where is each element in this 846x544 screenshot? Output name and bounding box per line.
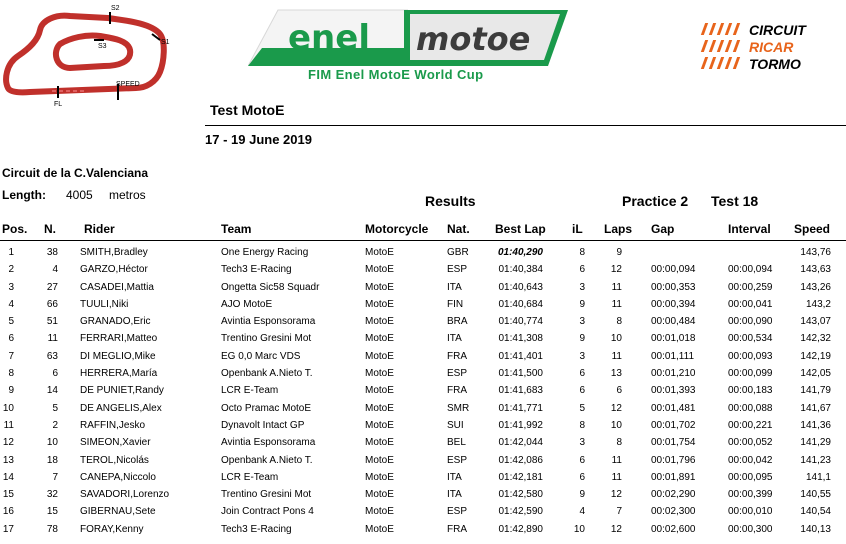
table-row — [0, 435, 846, 452]
cell-best: 01:41,683 — [498, 385, 543, 397]
cell-pos: 15 — [2, 489, 14, 501]
cell-moto: MotoE — [365, 437, 394, 449]
cell-team: Trentino Gresini Mot — [221, 333, 312, 345]
cell-il: 3 — [579, 281, 585, 293]
cell-nat: ESP — [447, 506, 468, 518]
cell-nat: SMR — [447, 402, 470, 414]
cell-team: One Energy Racing — [221, 247, 309, 258]
cell-best: 01:41,401 — [498, 350, 543, 362]
cell-best: 01:41,992 — [498, 419, 543, 431]
cell-num: 66 — [46, 298, 58, 310]
cell-laps: 10 — [610, 333, 622, 345]
cell-il: 3 — [579, 316, 585, 328]
cell-il: 6 — [579, 454, 585, 466]
cell-rider: HERRERA,María — [80, 368, 158, 380]
cell-interval: 00:00,095 — [728, 471, 773, 483]
track-map-icon — [0, 0, 180, 112]
test-number: Test 18 — [711, 193, 759, 209]
circuit-logo-line-1: CIRCUIT — [749, 22, 806, 38]
cell-num: 27 — [46, 281, 58, 293]
cell-pos: 1 — [8, 247, 14, 258]
cell-il: 6 — [579, 264, 585, 276]
cell-pos: 2 — [8, 264, 14, 276]
cell-gap: 00:01,393 — [651, 385, 696, 397]
cell-num: 4 — [52, 264, 58, 276]
cell-best: 01:40,684 — [498, 298, 543, 310]
cell-nat: GBR — [447, 247, 469, 258]
cell-speed: 140,13 — [800, 523, 831, 535]
cell-rider: TEROL,Nicolás — [80, 454, 149, 466]
cell-rider: TUULI,Niki — [80, 298, 129, 310]
col-laps: Laps — [604, 222, 633, 236]
cell-moto: MotoE — [365, 298, 394, 310]
cell-rider: RAFFIN,Jesko — [80, 419, 146, 431]
cell-best: 01:42,890 — [498, 523, 543, 535]
cell-speed: 143,26 — [800, 281, 831, 293]
cell-num: 15 — [46, 506, 58, 518]
length-label: Length: — [2, 188, 46, 202]
cell-nat: BEL — [447, 437, 466, 449]
cell-speed: 143,76 — [800, 247, 831, 258]
cell-speed: 141,29 — [800, 437, 831, 449]
cell-laps: 7 — [616, 506, 622, 518]
cell-nat: ITA — [447, 281, 462, 293]
cell-moto: MotoE — [365, 385, 394, 397]
cell-moto: MotoE — [365, 316, 394, 328]
cell-team: Tech3 E-Racing — [221, 264, 292, 276]
cell-il: 9 — [579, 489, 585, 501]
cell-moto: MotoE — [365, 264, 394, 276]
cell-rider: GARZO,Héctor — [80, 264, 148, 276]
track-label-s3: S3 — [98, 43, 107, 50]
table-row — [0, 262, 846, 279]
cell-laps: 12 — [610, 402, 622, 414]
cell-speed: 141,67 — [800, 402, 831, 414]
cell-il: 9 — [579, 298, 585, 310]
table-row — [0, 280, 846, 297]
cell-laps: 6 — [616, 385, 622, 397]
event-title: Test MotoE — [210, 102, 285, 118]
cell-speed: 143,63 — [800, 264, 831, 276]
cell-laps: 11 — [611, 281, 622, 293]
track-label-fl: FL — [54, 101, 63, 108]
table-row — [0, 522, 846, 539]
cell-best: 01:42,044 — [498, 437, 543, 449]
cell-rider: DI MEGLIO,Mike — [80, 350, 156, 362]
cell-best: 01:42,086 — [498, 454, 543, 466]
cell-il: 6 — [579, 368, 585, 380]
cell-gap: 00:01,481 — [651, 402, 696, 414]
cell-speed: 141,79 — [800, 385, 831, 397]
cell-team: AJO MotoE — [221, 298, 273, 310]
cell-num: 7 — [52, 471, 58, 483]
cell-interval: 00:00,052 — [728, 437, 773, 449]
cell-best: 01:40,643 — [498, 281, 543, 293]
cell-nat: FIN — [447, 298, 464, 310]
cell-team: Avintia Esponsorama — [221, 437, 316, 449]
cell-nat: ESP — [447, 454, 468, 466]
cell-num: 18 — [46, 454, 58, 466]
cell-team: Trentino Gresini Mot — [221, 489, 312, 501]
cell-speed: 141,36 — [800, 419, 831, 431]
cell-gap: 00:02,600 — [651, 523, 696, 535]
cell-moto: MotoE — [365, 402, 394, 414]
cell-interval: 00:00,042 — [728, 454, 773, 466]
cell-nat: ESP — [447, 368, 468, 380]
cell-pos: 5 — [8, 316, 14, 328]
cell-pos: 17 — [2, 523, 14, 535]
cell-rider: CANEPA,Niccolo — [80, 471, 156, 483]
cell-gap: 00:00,353 — [651, 281, 696, 293]
cell-nat: FRA — [447, 385, 467, 397]
table-row — [0, 366, 846, 383]
col-speed: Speed — [794, 222, 831, 236]
cell-pos: 6 — [8, 333, 14, 345]
cell-gap: 00:01,111 — [651, 350, 695, 362]
cell-speed: 143,07 — [800, 316, 831, 328]
cell-team: Ongetta Sic58 Squadr — [221, 281, 320, 293]
cell-interval: 00:00,300 — [728, 523, 773, 535]
col-pos: Pos. — [2, 222, 28, 236]
cell-speed: 142,19 — [800, 350, 831, 362]
cell-pos: 8 — [8, 368, 14, 380]
col-team: Team — [221, 222, 252, 236]
cell-pos: 3 — [8, 281, 14, 293]
cell-team: Openbank A.Nieto T. — [221, 454, 313, 466]
cell-laps: 11 — [611, 350, 622, 362]
col-motorcycle: Motorcycle — [365, 222, 429, 236]
cell-team: Avintia Esponsorama — [221, 316, 316, 328]
cell-il: 5 — [579, 402, 585, 414]
cell-moto: MotoE — [365, 523, 394, 535]
cell-pos: 9 — [8, 385, 14, 397]
length-value: 4005 — [66, 188, 93, 202]
header-divider — [0, 240, 846, 241]
cell-gap: 00:01,702 — [651, 419, 696, 431]
table-row — [0, 418, 846, 435]
cell-num: 5 — [52, 402, 58, 414]
motoe-logo — [248, 8, 568, 88]
cell-interval: 00:00,088 — [728, 402, 773, 414]
cell-num: 38 — [46, 247, 58, 258]
cell-team: LCR E-Team — [221, 385, 279, 397]
event-dates: 17 - 19 June 2019 — [205, 132, 312, 147]
cell-moto: MotoE — [365, 489, 394, 501]
cell-nat: ESP — [447, 264, 468, 276]
cell-pos: 13 — [2, 454, 14, 466]
table-row — [0, 245, 846, 262]
cell-best: 01:42,580 — [498, 489, 543, 501]
cell-laps: 12 — [610, 523, 622, 535]
cell-num: 11 — [47, 333, 58, 345]
length-unit: metros — [109, 188, 146, 202]
cell-moto: MotoE — [365, 506, 394, 518]
cell-nat: ITA — [447, 471, 462, 483]
cell-speed: 141,1 — [805, 471, 831, 483]
cell-rider: FERRARI,Matteo — [80, 333, 158, 345]
cell-il: 6 — [579, 471, 585, 483]
cell-rider: CASADEI,Mattia — [80, 281, 154, 293]
cell-rider: SIMEON,Xavier — [80, 437, 151, 449]
cell-pos: 10 — [2, 402, 14, 414]
cell-gap: 00:02,290 — [651, 489, 696, 501]
cell-moto: MotoE — [365, 471, 394, 483]
cell-laps: 10 — [610, 419, 622, 431]
cell-laps: 11 — [611, 298, 622, 310]
cell-gap: 00:00,094 — [651, 264, 696, 276]
cell-laps: 11 — [611, 454, 622, 466]
cell-nat: ITA — [447, 489, 462, 501]
cell-best: 01:41,771 — [498, 402, 543, 414]
col-num: N. — [44, 222, 56, 236]
cell-team: Join Contract Pons 4 — [221, 506, 314, 518]
table-row — [0, 453, 846, 470]
cell-interval: 00:00,399 — [728, 489, 773, 501]
col-il: iL — [572, 222, 583, 236]
track-label-s2: S2 — [111, 5, 120, 12]
col-best-lap: Best Lap — [495, 222, 546, 236]
cell-interval: 00:00,183 — [728, 385, 773, 397]
enel-wordmark: enel — [288, 18, 370, 58]
cell-speed: 142,05 — [800, 368, 831, 380]
cell-best: 01:41,500 — [498, 368, 543, 380]
table-row — [0, 401, 846, 418]
cell-gap: 00:00,484 — [651, 316, 696, 328]
cell-interval: 00:00,041 — [728, 298, 773, 310]
cell-laps: 12 — [610, 489, 622, 501]
track-label-s1: S1 — [161, 39, 170, 46]
table-row — [0, 487, 846, 504]
cell-il: 4 — [579, 506, 585, 518]
cell-num: 63 — [46, 350, 58, 362]
col-interval: Interval — [728, 222, 771, 236]
col-rider: Rider — [84, 222, 115, 236]
track-map — [0, 0, 180, 112]
cell-best: 01:40,774 — [498, 316, 543, 328]
cell-rider: SAVADORI,Lorenzo — [80, 489, 170, 501]
cell-gap: 00:01,891 — [651, 471, 696, 483]
cell-il: 9 — [579, 333, 585, 345]
cell-interval: 00:00,259 — [728, 281, 773, 293]
cell-speed: 143,2 — [805, 298, 831, 310]
cell-team: Openbank A.Nieto T. — [221, 368, 313, 380]
cell-rider: FORAY,Kenny — [80, 523, 144, 535]
cell-num: 2 — [52, 419, 58, 431]
cell-rider: GRANADO,Eric — [80, 316, 151, 328]
cell-laps: 8 — [616, 316, 622, 328]
cell-best: 01:41,308 — [498, 333, 543, 345]
cell-il: 8 — [579, 247, 585, 258]
cell-nat: ITA — [447, 333, 462, 345]
cell-moto: MotoE — [365, 454, 394, 466]
circuit-logo-line-2: RICAR — [749, 39, 794, 55]
session-name: Practice 2 — [622, 193, 689, 209]
cell-num: 14 — [46, 385, 58, 397]
cell-il: 3 — [579, 437, 585, 449]
cell-num: 10 — [46, 437, 58, 449]
cell-moto: MotoE — [365, 350, 394, 362]
table-row — [0, 297, 846, 314]
cell-rider: SMITH,Bradley — [80, 247, 148, 258]
cell-laps: 12 — [610, 264, 622, 276]
table-row — [0, 331, 846, 348]
table-row — [0, 504, 846, 521]
cup-title: FIM Enel MotoE World Cup — [308, 67, 484, 82]
cell-moto: MotoE — [365, 333, 394, 345]
cell-team: Dynavolt Intact GP — [221, 419, 305, 431]
cell-gap: 00:01,018 — [651, 333, 696, 345]
results-table — [0, 245, 846, 539]
cell-laps: 8 — [616, 437, 622, 449]
cell-pos: 14 — [2, 471, 14, 483]
cell-best: 01:40,290 — [497, 247, 543, 258]
cell-speed: 142,32 — [800, 333, 831, 345]
cell-interval: 00:00,090 — [728, 316, 773, 328]
col-nat: Nat. — [447, 222, 470, 236]
cell-nat: SUI — [447, 419, 464, 431]
cell-team: Tech3 E-Racing — [221, 523, 292, 535]
track-label-speed: SPEED — [116, 81, 140, 88]
cell-team: EG 0,0 Marc VDS — [221, 350, 301, 362]
cell-gap: 00:02,300 — [651, 506, 696, 518]
cell-num: 6 — [52, 368, 58, 380]
cell-pos: 12 — [2, 437, 14, 449]
cell-speed: 140,55 — [800, 489, 831, 501]
cell-laps: 13 — [610, 368, 622, 380]
circuit-logo — [695, 20, 846, 72]
cell-gap: 00:01,210 — [651, 368, 696, 380]
cell-moto: MotoE — [365, 368, 394, 380]
cell-best: 01:42,181 — [498, 471, 543, 483]
cell-pos: 11 — [3, 419, 14, 431]
cell-interval: 00:00,093 — [728, 350, 773, 362]
cell-moto: MotoE — [365, 419, 394, 431]
cell-num: 78 — [46, 523, 58, 535]
cell-num: 32 — [46, 489, 58, 501]
cell-il: 10 — [573, 523, 585, 535]
cell-best: 01:42,590 — [498, 506, 543, 518]
cell-best: 01:40,384 — [498, 264, 543, 276]
motoe-wordmark: motoe — [416, 20, 531, 58]
cell-laps: 9 — [616, 247, 622, 258]
cell-pos: 16 — [2, 506, 14, 518]
cell-il: 8 — [579, 419, 585, 431]
circuit-name: Circuit de la C.Valenciana — [2, 166, 149, 180]
cell-interval: 00:00,094 — [728, 264, 773, 276]
cell-rider: GIBERNAU,Sete — [80, 506, 156, 518]
cell-team: LCR E-Team — [221, 471, 279, 483]
cell-interval: 00:00,534 — [728, 333, 773, 345]
cell-nat: FRA — [447, 350, 467, 362]
divider — [205, 125, 846, 126]
table-row — [0, 383, 846, 400]
cell-pos: 4 — [8, 298, 14, 310]
cell-il: 6 — [579, 385, 585, 397]
cell-interval: 00:00,221 — [728, 419, 773, 431]
table-row — [0, 314, 846, 331]
table-row — [0, 349, 846, 366]
cell-laps: 11 — [611, 471, 622, 483]
results-heading: Results — [425, 193, 476, 209]
cell-team: Octo Pramac MotoE — [221, 402, 312, 414]
col-gap: Gap — [651, 222, 675, 236]
cell-gap: 00:01,754 — [651, 437, 696, 449]
cell-rider: DE ANGELIS,Alex — [80, 402, 162, 414]
cell-nat: BRA — [447, 316, 468, 328]
cell-interval: 00:00,010 — [728, 506, 773, 518]
cell-interval: 00:00,099 — [728, 368, 773, 380]
cell-pos: 7 — [8, 350, 14, 362]
cell-num: 51 — [46, 316, 58, 328]
cell-moto: MotoE — [365, 247, 394, 258]
cell-gap: 00:01,796 — [651, 454, 696, 466]
cell-moto: MotoE — [365, 281, 394, 293]
cell-rider: DE PUNIET,Randy — [80, 385, 164, 397]
cell-gap: 00:00,394 — [651, 298, 696, 310]
cell-nat: FRA — [447, 523, 467, 535]
cell-speed: 140,54 — [800, 506, 831, 518]
circuit-logo-line-3: TORMO — [749, 56, 801, 72]
cell-il: 3 — [579, 350, 585, 362]
table-row — [0, 470, 846, 487]
cell-speed: 141,23 — [800, 454, 831, 466]
